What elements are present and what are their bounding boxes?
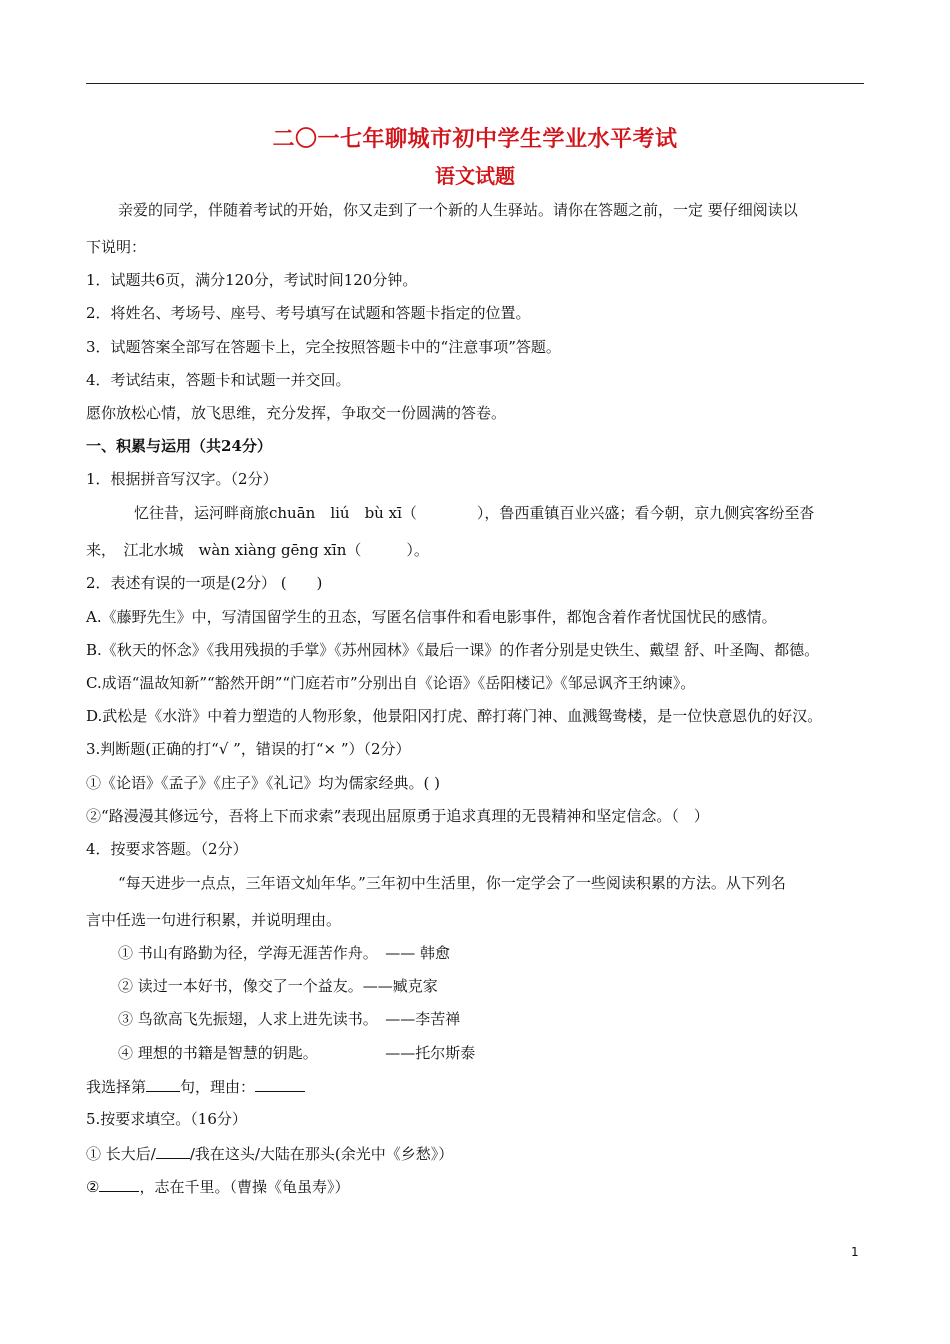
closing-sentence: 愿你放松心情，放飞思维，充分发挥，争取交一份圆满的答卷。 bbox=[86, 404, 507, 422]
q5-item2-suffix: ，志在千里。（曹操《龟虽寿》） bbox=[139, 1178, 350, 1196]
quote-option-4: ④ 理想的书籍是智慧的钥匙。 ——托尔斯泰 bbox=[118, 1044, 476, 1062]
question-3-item-1: ①《论语》《孟子》《庄子》《礼记》均为儒家经典。( ) bbox=[86, 774, 440, 792]
reason-blank[interactable] bbox=[255, 1076, 305, 1092]
question-2-option-a: A.《藤野先生》中，写清国留学生的丑态，写匿名信事件和看电影事件，都饱含着作者忧国忧民的感情。 bbox=[86, 608, 777, 626]
question-1-line2: 来， 江北水城 wàn xiàng gēng xīn（ ）。 bbox=[86, 541, 429, 559]
q5-item2-prefix: ② bbox=[86, 1178, 100, 1196]
question-5-title: 5.按要求填空。（16分） bbox=[86, 1110, 247, 1128]
question-3-item-2: ②“路漫漫其修远兮，吾将上下而求索”表现出屈原勇于追求真理的无畏精神和坚定信念。（ ） bbox=[86, 807, 709, 825]
question-4-prompt-line2: 言中任选一句进行积累，并说明理由。 bbox=[86, 911, 342, 929]
question-5-item-1 bbox=[86, 1143, 870, 1164]
instruction-3: 3．试题答案全部写在答题卡上，完全按照答题卡中的“注意事项”答题。 bbox=[86, 338, 561, 356]
question-3-title: 3.判断题(正确的打“√ ”，错误的打“× ”）（2分） bbox=[86, 740, 411, 758]
question-5-item-2 bbox=[86, 1176, 870, 1197]
instruction-2: 2．将姓名、考场号、座号、考号填写在试题和答题卡指定的位置。 bbox=[86, 304, 531, 322]
quote-option-1: ① 书山有路勤为径，学海无涯苦作舟。 —— 韩愈 bbox=[118, 944, 451, 962]
answer-reason-label: 句，理由： bbox=[180, 1078, 256, 1096]
question-2-title: 2．表述有误的一项是(2分） ( ) bbox=[86, 574, 323, 592]
question-1-title: 1．根据拼音写汉字。（2分） bbox=[86, 470, 278, 488]
question-2-option-b: B.《秋天的怀念》《我用残损的手掌》《苏州园林》《最后一课》的作者分别是史铁生、戴望 舒、叶圣陶、都德。 bbox=[86, 641, 820, 659]
answer-prefix: 我选择第 bbox=[86, 1078, 147, 1096]
instruction-4: 4．考试结束，答题卡和试题一并交回。 bbox=[86, 371, 351, 389]
quote-option-2: ② 读过一本好书，像交了一个益友。——臧克家 bbox=[118, 977, 438, 995]
intro-paragraph-line1: 亲爱的同学，伴随着考试的开始，你又走到了一个新的人生驿站。请你在答题之前，一定 要仔细阅读以 bbox=[118, 201, 798, 219]
quote-option-3: ③ 鸟欲高飞先振翅，人求上进先读书。 ——李苦禅 bbox=[118, 1010, 461, 1028]
question-2-option-c: C.成语“温故知新”“豁然开朗”“门庭若市”分别出自《论语》《岳阳楼记》《邹忌讽齐王纳谏》。 bbox=[86, 674, 696, 692]
question-4-prompt-line1: “每天进步一点点，三年语文灿年华。”三年初中生活里，你一定学会了一些阅读积累的方法。从下列名 bbox=[118, 874, 786, 892]
sentence-number-blank[interactable] bbox=[146, 1076, 180, 1092]
question-4-answer-line bbox=[86, 1076, 870, 1097]
question-2-option-d: D.武松是《水浒》中着力塑造的人物形象，他景阳冈打虎、醉打蒋门神、血溅鸳鸯楼，是一位快意恩仇的好汉。 bbox=[86, 707, 823, 725]
question-1-line1: 忆往昔，运河畔商旅chuān liú bù xī（ ），鲁西重镇百业兴盛；看今朝，京九侧宾客纷至沓 bbox=[134, 504, 815, 522]
exam-subtitle: 语文试题 bbox=[435, 164, 515, 188]
question-4-title: 4．按要求答题。（2分） bbox=[86, 840, 248, 858]
exam-title: 二〇一七年聊城市初中学生学业水平考试 bbox=[272, 126, 678, 152]
intro-paragraph-line2: 下说明： bbox=[86, 238, 147, 256]
page-number: 1 bbox=[851, 1245, 859, 1259]
header-rule bbox=[86, 83, 864, 84]
q5-item1-blank[interactable] bbox=[156, 1143, 190, 1159]
instruction-1: 1．试题共6页，满分120分，考试时间120分钟。 bbox=[86, 271, 418, 289]
q5-item1-prefix: ① 长大后/ bbox=[86, 1145, 156, 1163]
q5-item1-suffix: /我在这头/大陆在那头(余光中《乡愁》） bbox=[189, 1145, 454, 1163]
q5-item2-blank[interactable] bbox=[99, 1176, 139, 1192]
section-heading: 一、积累与运用（共24分） bbox=[86, 437, 272, 455]
